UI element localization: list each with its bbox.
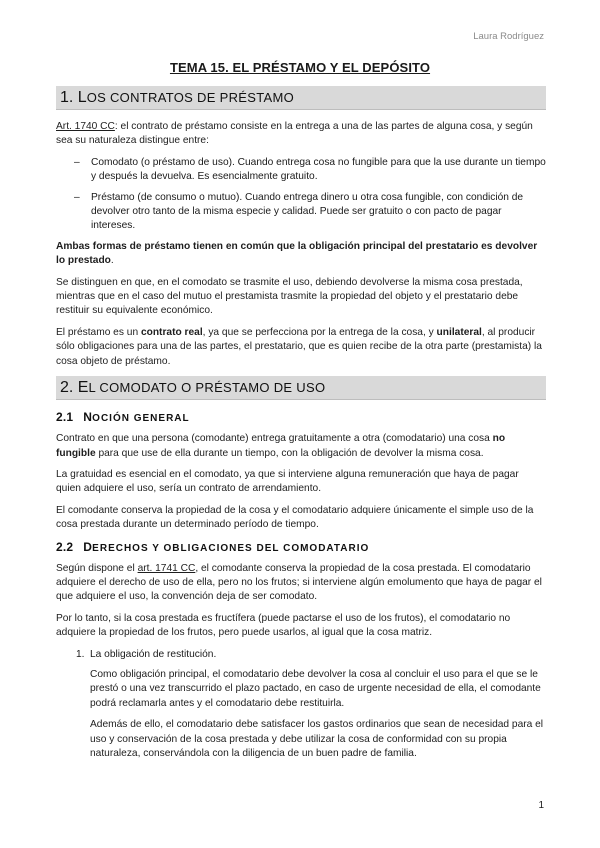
paragraph: Contrato en que una persona (comodante) entrega gratuitamente a otra (comodatario) una cosa no fungible para que use de ella durante un tiempo, con la obligación de devolver la misma cosa. xyxy=(56,433,506,459)
paragraph: Se distinguen en que, en el comodato se trasmite el uso, debiendo devolverse la misma cosa prestada, mientras que en el caso del mutuo el prestamista trasmite la propiedad del objeto y el prestatario debe restituir su equivalente económico. xyxy=(56,276,523,317)
paragraph: Por lo tanto, si la cosa prestada es fructífera (puede pactarse el uso de los frutos), el comodatario no adquiere la propiedad de los frutos, pero puede usarlos, al igual que la cosa matriz. xyxy=(56,612,511,639)
section-2-title: L COMODATO O PRÉSTAMO DE USO xyxy=(88,380,326,396)
author-header: Laura Rodríguez xyxy=(473,31,544,42)
document-body xyxy=(56,86,546,768)
paragraph: El comodante conserva la propiedad de la cosa y el comodatario adquiere únicamente el simple uso de la cosa prestada durante un determinado período de tiempo. xyxy=(56,504,534,531)
page-title: TEMA 15. EL PRÉSTAMO Y EL DEPÓSITO xyxy=(169,60,431,75)
paragraph: Además de ello, el comodatario debe satisfacer los gastos ordinarios que sean de necesidad para el uso y conservación de la cosa prestada y debe utilizar la cosa de conformidad con su propia naturaleza, conservándola con la diligencia de un buen padre de familia. xyxy=(90,719,544,759)
loan-types-list xyxy=(56,156,546,234)
article-link[interactable]: Art. 1740 CC xyxy=(56,121,115,132)
section-2-heading xyxy=(56,376,546,400)
paragraph: Según dispone el art. 1741 CC, el comodante conserva la propiedad de la cosa prestada. El comodatario adquiere el derecho de uso de ella, pero no los frutos; si interviene algún emolumento que haya de pagar el que adquiere el uso, la convención deja de ser comodato. xyxy=(56,562,542,603)
paragraph-bold: Ambas formas de préstamo tienen en común que la obligación principal del prestatario es devolver lo prestado. xyxy=(56,240,538,267)
dash-bullet-icon: – xyxy=(74,156,80,168)
paragraph: Como obligación principal, el comodatario debe devolver la cosa al concluir el uso para el que se le prestó o una vez transcurrido el plazo pactado, en caso de urgente necesidad de ella, el comodante podrá reclamarla antes y el comodatario debe restituirla. xyxy=(90,668,541,709)
list-item: – Comodato (o préstamo de uso). Cuando entrega cosa no fungible para que la use durante un tiempo y después la devuelva. Es esencialmente gratuito. xyxy=(74,156,546,183)
section-2-number: 2. xyxy=(60,379,74,397)
subsection-2-1-heading: 2.1 NOCIÓN GENERAL xyxy=(56,410,190,425)
paragraph: Art. 1740 CC: el contrato de préstamo consiste en la entrega a una de las partes de alguna cosa, y según sea su naturaleza distingue entre: xyxy=(56,121,533,147)
numbered-item-body xyxy=(56,668,546,761)
section-2-cap: E xyxy=(77,379,89,397)
dash-bullet-icon: – xyxy=(74,191,80,203)
page-number: 1 xyxy=(538,800,544,811)
subsection-2-2-heading: 2.2 DERECHOS Y OBLIGACIONES DEL COMODATARIO xyxy=(56,539,370,554)
section-1-heading xyxy=(56,86,546,110)
section-1-title: OS CONTRATOS DE PRÉSTAMO xyxy=(86,90,294,105)
paragraph: El préstamo es un contrato real, ya que se perfecciona por la entrega de la cosa, y unilateral, al producir sólo obligaciones para una de las partes, el prestatario, que es quien recibe de la otra parte (prestamista) la cosa objeto de préstamo. xyxy=(56,326,542,367)
list-item: – Préstamo (de consumo o mutuo). Cuando entrega dinero u otra cosa fungible, con condición de devolver otro tanto de la misma especie y calidad. Puede ser gratuito o con pacto de pagar intereses. xyxy=(74,191,524,232)
article-link[interactable]: art. 1741 CC xyxy=(137,562,196,574)
section-1-number: 1. xyxy=(60,89,74,106)
paragraph: La gratuidad es esencial en el comodato, ya que si interviene alguna remuneración que haya de pagar quien adquiere el uso, sería un contrato de arrendamiento. xyxy=(56,468,519,495)
section-1-cap: L xyxy=(77,89,87,106)
numbered-item: 1. La obligación de restitución. xyxy=(76,648,217,660)
